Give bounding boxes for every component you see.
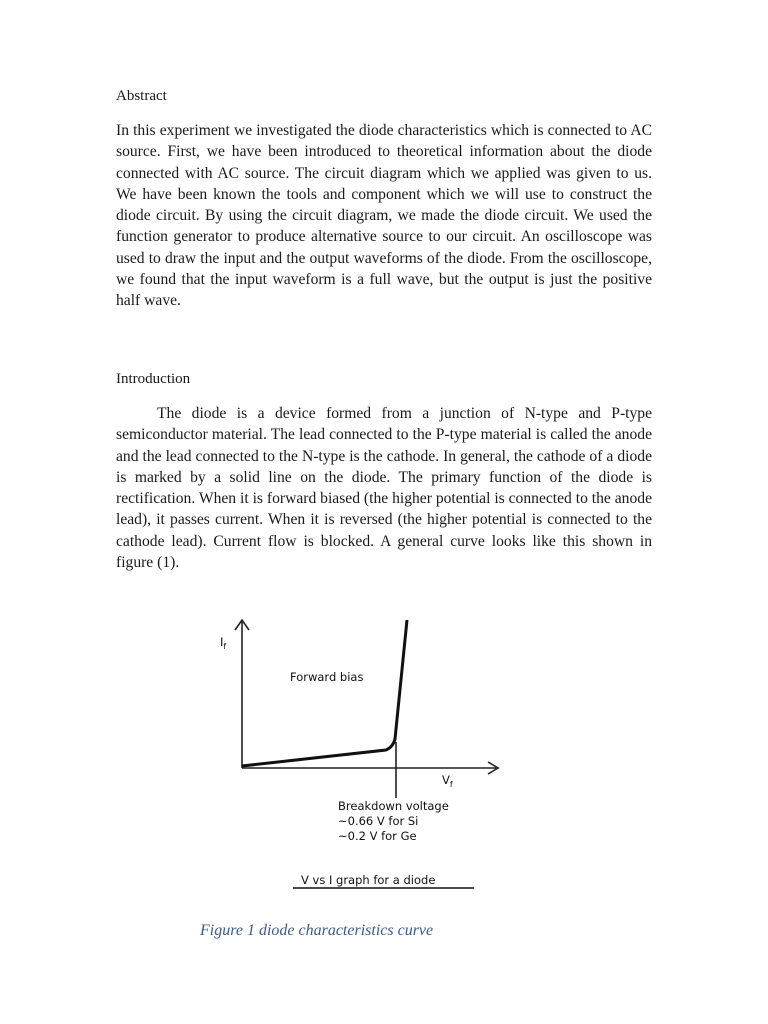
introduction-paragraph: The diode is a device formed from a junction of N-type and P-type semiconductor material. The lead connected to the P-type material is called the anode and the lead connected to the N-type is the cathode. In general, the cathode of a diode is marked by a solid line on the diode. The primary function of the diode is rectification. When it is forward biased (the higher potential is connected to the anode lead), it passes current. When it is reversed (the higher potential is connected to the cathode lead). Current flow is blocked. A general curve looks like this shown in figure (1). (116, 405, 652, 572)
iv-curve-graph (206, 612, 516, 902)
germanium-voltage-label: ~0.2 V for Ge (338, 829, 417, 843)
y-axis-label: $I_f$ (220, 635, 227, 651)
introduction-heading: Introduction (116, 371, 191, 387)
forward-bias-curve (242, 620, 407, 766)
abstract-heading: Abstract (116, 88, 167, 104)
figure-caption: Figure 1 diode characteristics curve (200, 922, 434, 939)
graph-title: V vs I graph for a diode (301, 873, 436, 887)
breakdown-voltage-label: Breakdown voltage (338, 799, 449, 813)
silicon-voltage-label: ~0.66 V for Si (338, 814, 419, 828)
forward-bias-label: Forward bias (290, 670, 364, 684)
abstract-paragraph: In this experiment we investigated the diode characteristics which is connected to AC source. First, we have been introduced to theoretical information about the diode connected with AC source. The circuit diagram which we applied was given to us. We have been known the tools and component which we will use to construct the diode circuit. By using the circuit diagram, we made the diode circuit. We used the function generator to produce alternative source to our circuit. An oscilloscope was used to draw the input and the output waveforms of the diode. From the oscilloscope, we found that the input waveform is a full wave, but the output is just the positive half wave. (116, 122, 652, 310)
diode-characteristics-figure (206, 612, 516, 902)
x-axis-label: $V_f$ (442, 773, 453, 789)
